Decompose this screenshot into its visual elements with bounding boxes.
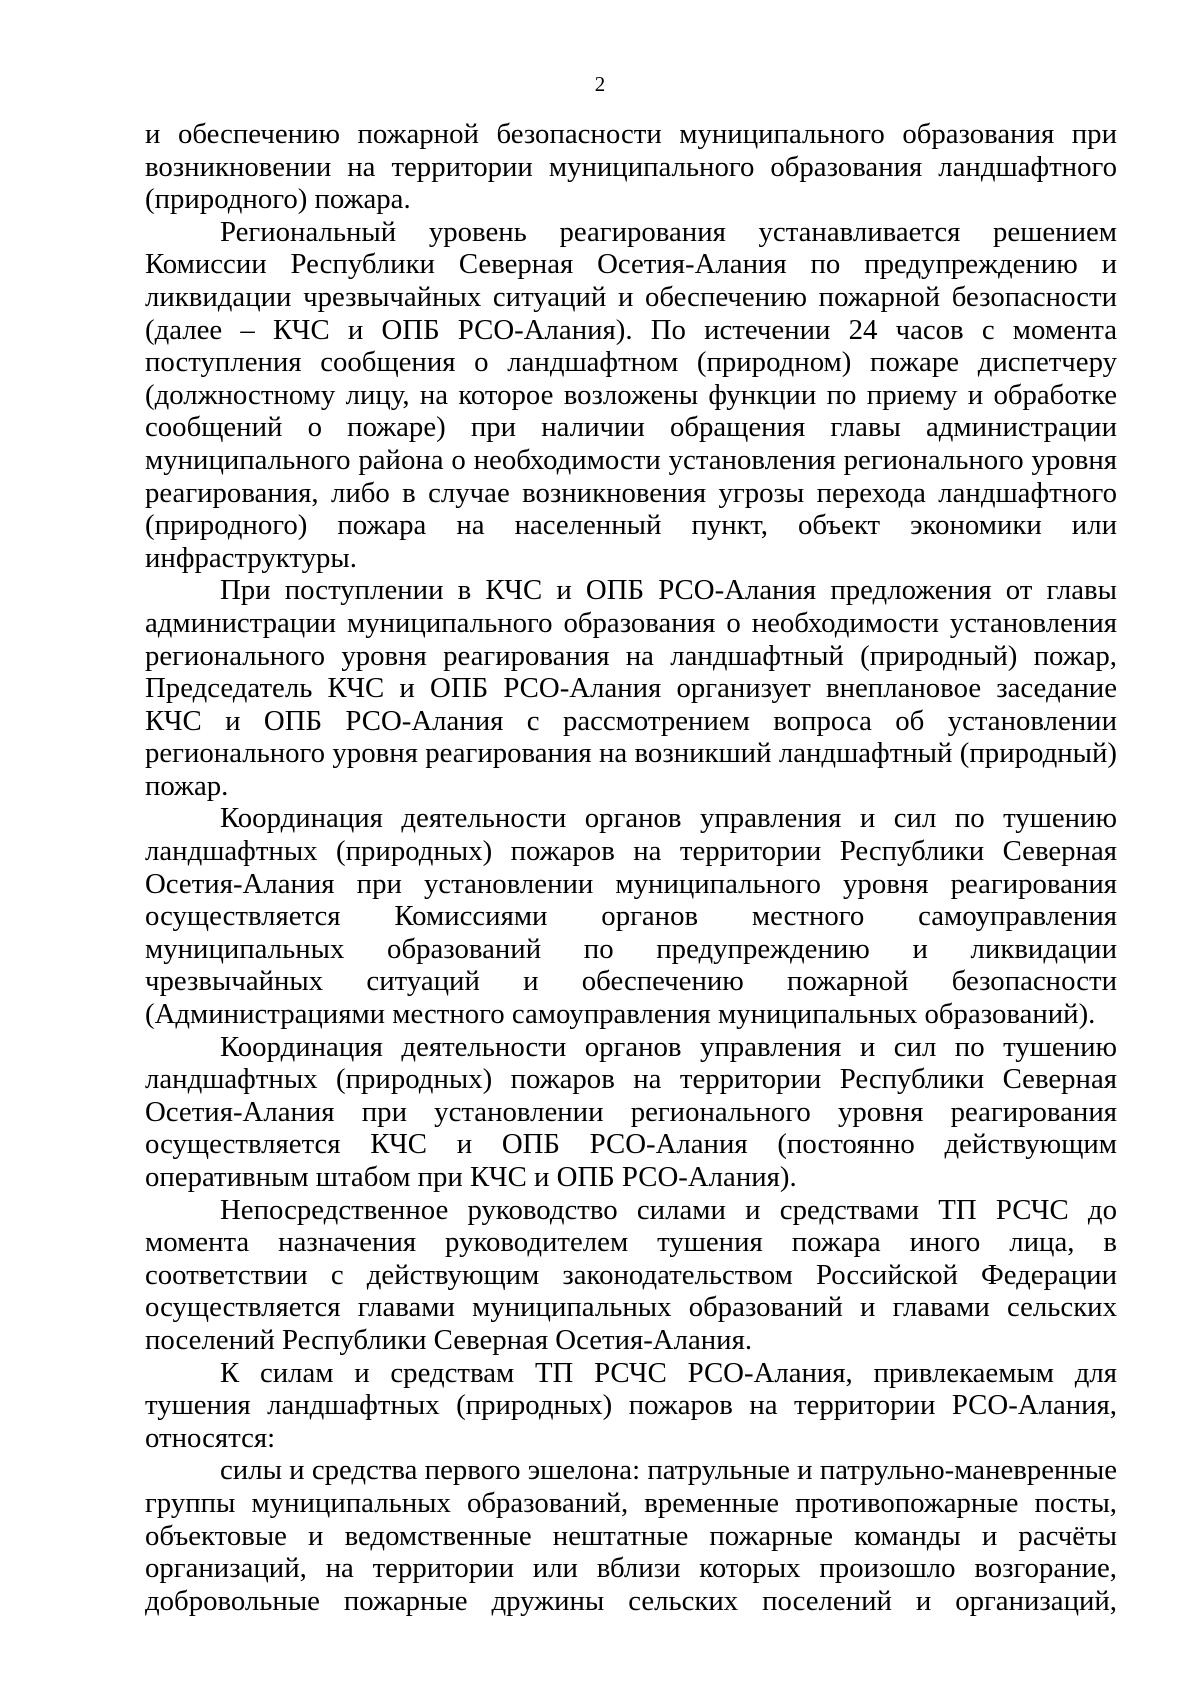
- page-number: 2: [594, 72, 606, 96]
- paragraph-continuation: и обеспечению пожарной безопасности муниципального образования при возникновении на территории муниципального образования ландшафтного (природного) пожара.: [145, 118, 1117, 216]
- paragraph-coordination-regional: Координация деятельности органов управления и сил по тушению ландшафтных (природных) пожаров на территории Республики Северная Осетия-Алания при установлении регионального уровня реагирования осуществляется КЧС и ОПБ РСО-Алания (постоянно действующим оперативным штабом при КЧС и ОПБ РСО-Алания).: [145, 1030, 1117, 1193]
- paragraph-direct-management: Непосредственное руководство силами и средствами ТП РСЧС до момента назначения руководителем тушения пожара иного лица, в соответствии с действующим законодательством Российской Федерации осуществляется главами муниципальных образований и главами сельских поселений Республики Северная Осетия-Алания.: [145, 1193, 1117, 1356]
- paragraph-regional-level: Региональный уровень реагирования устанавливается решением Комиссии Республики Северная Осетия-Алания по предупреждению и ликвидации чрезвычайных ситуаций и обеспечению пожарной безопасности (далее – КЧС и ОПБ РСО-Алания). По истечении 24 часов с момента поступления сообщения о ландшафтном (природном) пожаре диспетчеру (должностному лицу, на которое возложены функции по приему и обработке сообщений о пожаре) при наличии обращения главы администрации муниципального района о необходимости установления регионального уровня реагирования, либо в случае возникновения угрозы перехода ландшафтного (природного) пожара на населенный пункт, объект экономики или инфраструктуры.: [145, 215, 1117, 574]
- paragraph-kchs-proposal: При поступлении в КЧС и ОПБ РСО-Алания предложения от главы администрации муниципального образования о необходимости установления регионального уровня реагирования на ландшафтный (природный) пожар, Председатель КЧС и ОПБ РСО-Алания организует внеплановое заседание КЧС и ОПБ РСО-Алания с рассмотрением вопроса об установлении регионального уровня реагирования на возникший ландшафтный (природный) пожар.: [145, 574, 1117, 802]
- paragraph-first-echelon: силы и средства первого эшелона: патрульные и патрульно-маневренные группы муниципальных образований, временные противопожарные посты, объектовые и ведомственные нештатные пожарные команды и расчёты организаций, на территории или вблизи которых произошло возгорание, добровольные пожарные дружины сельских поселений и организаций,: [145, 1454, 1117, 1617]
- paragraph-forces-list-intro: К силам и средствам ТП РСЧС РСО-Алания, привлекаемым для тушения ландшафтных (природных) пожаров на территории РСО-Алания, относятся:: [145, 1356, 1117, 1454]
- document-body: [145, 118, 1117, 1617]
- paragraph-coordination-municipal: Координация деятельности органов управления и сил по тушению ландшафтных (природных) пожаров на территории Республики Северная Осетия-Алания при установлении муниципального уровня реагирования осуществляется Комиссиями органов местного самоуправления муниципальных образований по предупреждению и ликвидации чрезвычайных ситуаций и обеспечению пожарной безопасности (Администрациями местного самоуправления муниципальных образований).: [145, 802, 1117, 1031]
